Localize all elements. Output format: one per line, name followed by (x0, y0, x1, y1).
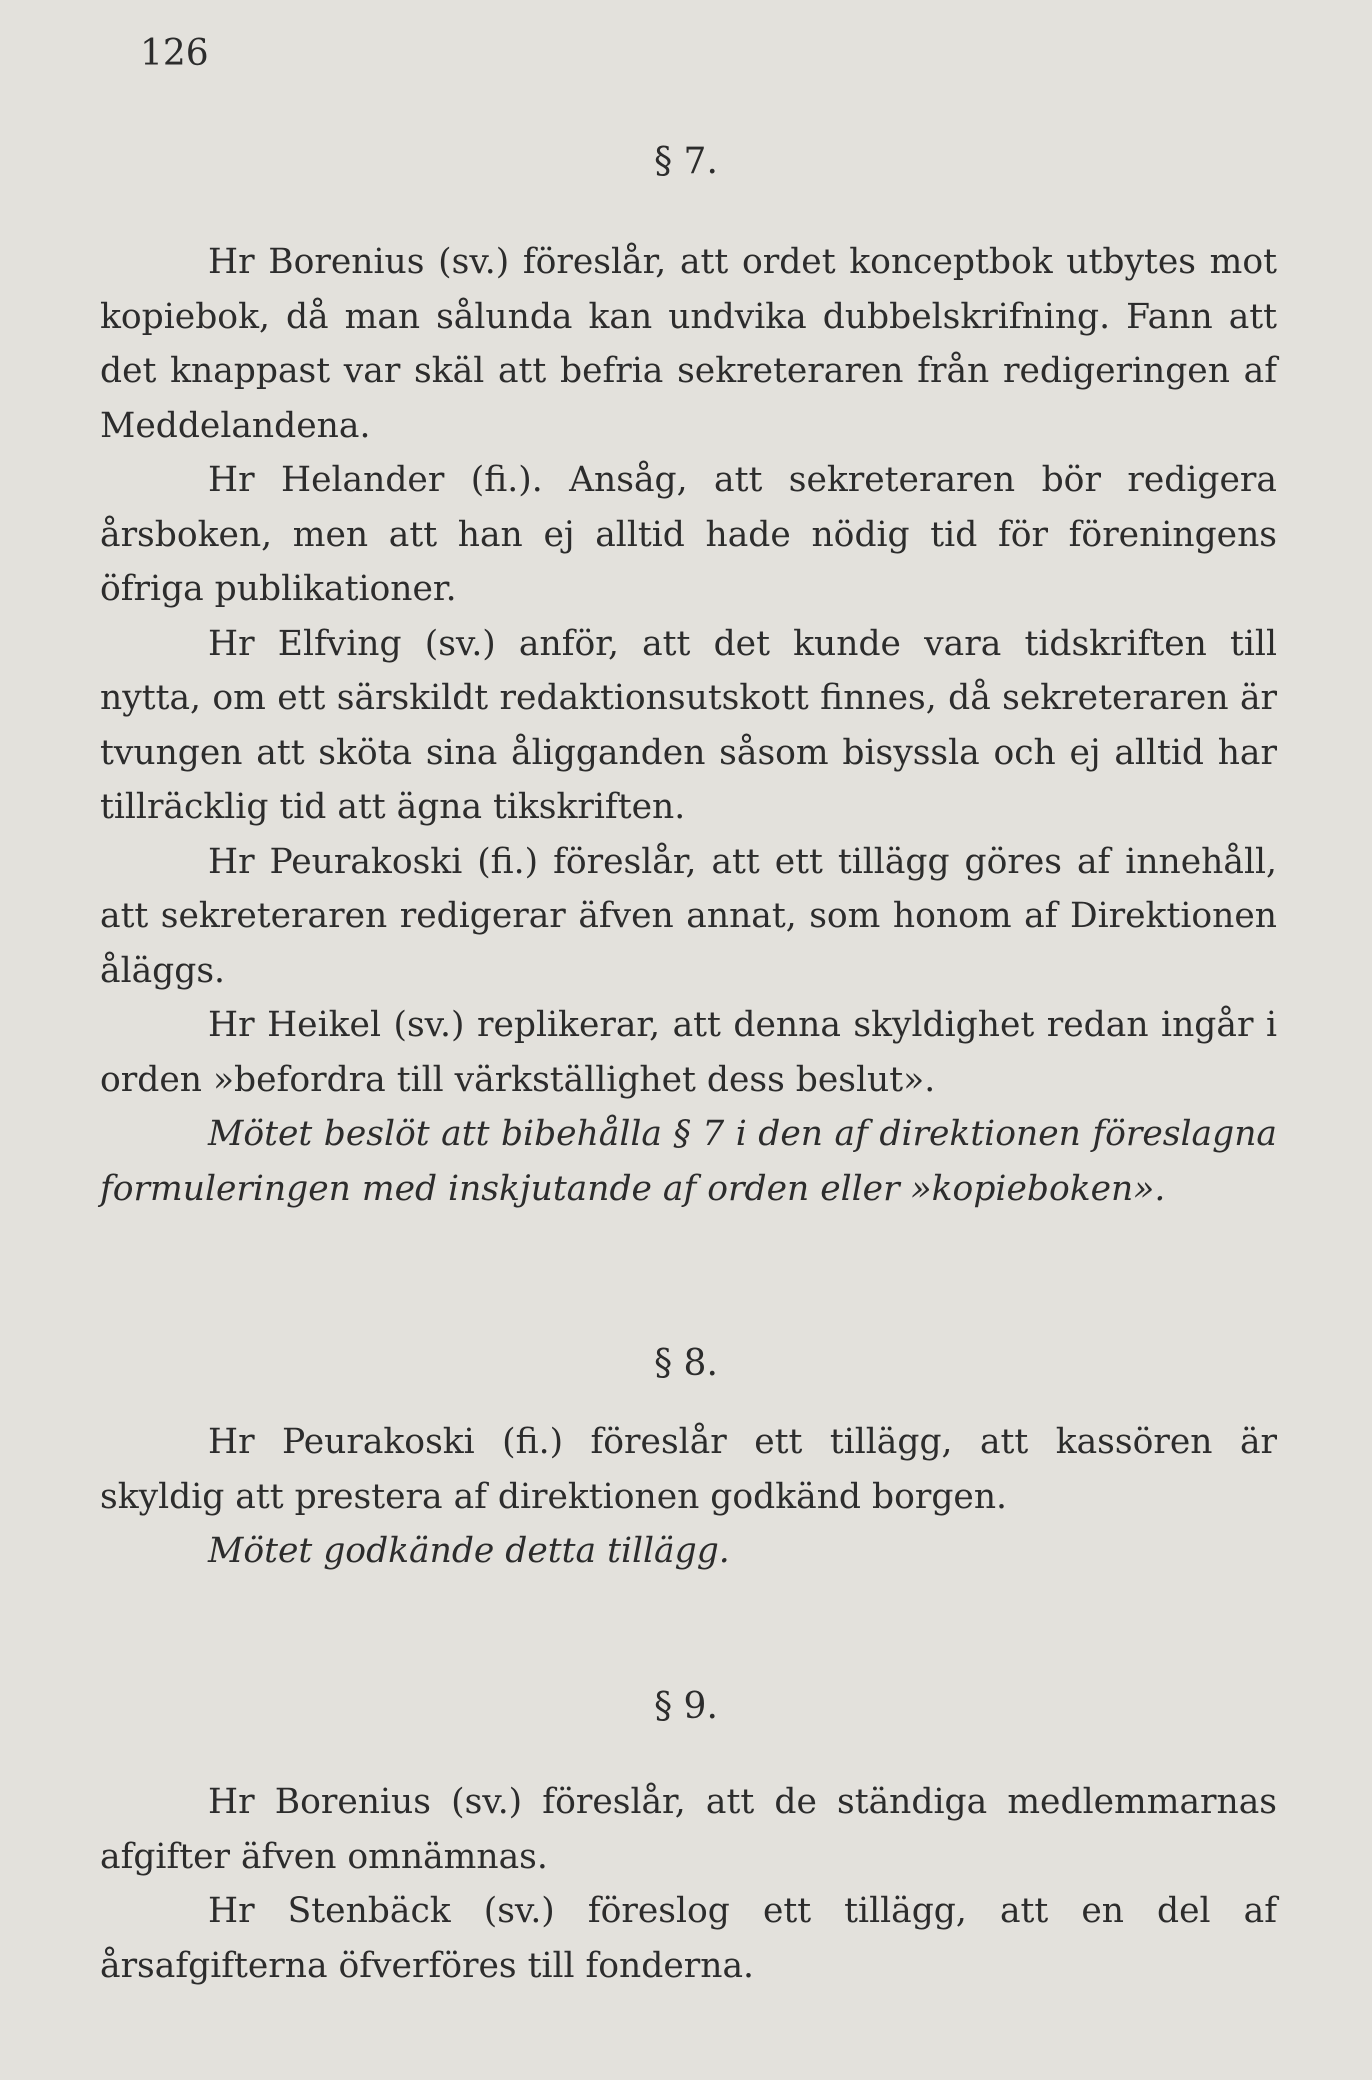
paragraph-borenius-konceptbok: Hr Borenius (sv.) föreslår, att ordet konceptbok utbytes mot kopiebok, då man sålunda kan undvika dubbelskrifning. Fann att det knappast var skäl att befria sekreteraren från redigeringen af Meddelandena. (100, 242, 1277, 446)
section-8-body (100, 1415, 1277, 1579)
paragraph-borenius-medlemsafgifter: Hr Borenius (sv.) föreslår, att de ständiga medlemmarnas afgifter äfven omnämnas. (100, 1782, 1277, 1877)
section-heading-8: § 8. (654, 1343, 718, 1384)
resolution-section-7: Mötet beslöt att bibehålla § 7 i den af direktionen föreslagna formuleringen med inskjutande af orden eller »kopieboken». (100, 1114, 1277, 1209)
section-9-body (100, 1775, 1277, 1993)
section-7-body (100, 235, 1277, 1216)
section-heading-9: § 9. (654, 1686, 718, 1727)
section-heading-7: § 7. (654, 141, 718, 182)
paragraph-stenback-fonderna: Hr Stenbäck (sv.) föreslog ett tillägg, att en del af årsafgifterna öfverföres till fonderna. (100, 1891, 1277, 1986)
paragraph-heikel-replik: Hr Heikel (sv.) replikerar, att denna skyldighet redan ingår i orden »befordra till värkställighet dess beslut». (100, 1005, 1277, 1100)
paragraph-elfving-redaktionsutskott: Hr Elfving (sv.) anför, att det kunde vara tidskriften till nytta, om ett särskildt redaktionsutskott finnes, då sekreteraren är tvungen att sköta sina åligganden såsom bisyssla och ej alltid har tillräcklig tid att ägna tikskriften. (100, 623, 1277, 827)
resolution-section-8: Mötet godkände detta tillägg. (208, 1531, 730, 1571)
paragraph-peurakoski-tillagg: Hr Peurakoski (fi.) föreslår, att ett tillägg göres af innehåll, att sekreteraren redigerar äfven annat, som honom af Direktionen åläggs. (100, 841, 1277, 991)
paragraph-peurakoski-kassor: Hr Peurakoski (fi.) föreslår ett tillägg, att kassören är skyldig att prestera af direktionen godkänd borgen. (100, 1422, 1277, 1517)
page-number: 126 (140, 33, 209, 74)
paragraph-helander-arsboken: Hr Helander (fi.). Ansåg, att sekreteraren bör redigera årsboken, men att han ej alltid hade nödig tid för föreningens öfriga publikationer. (100, 460, 1277, 609)
